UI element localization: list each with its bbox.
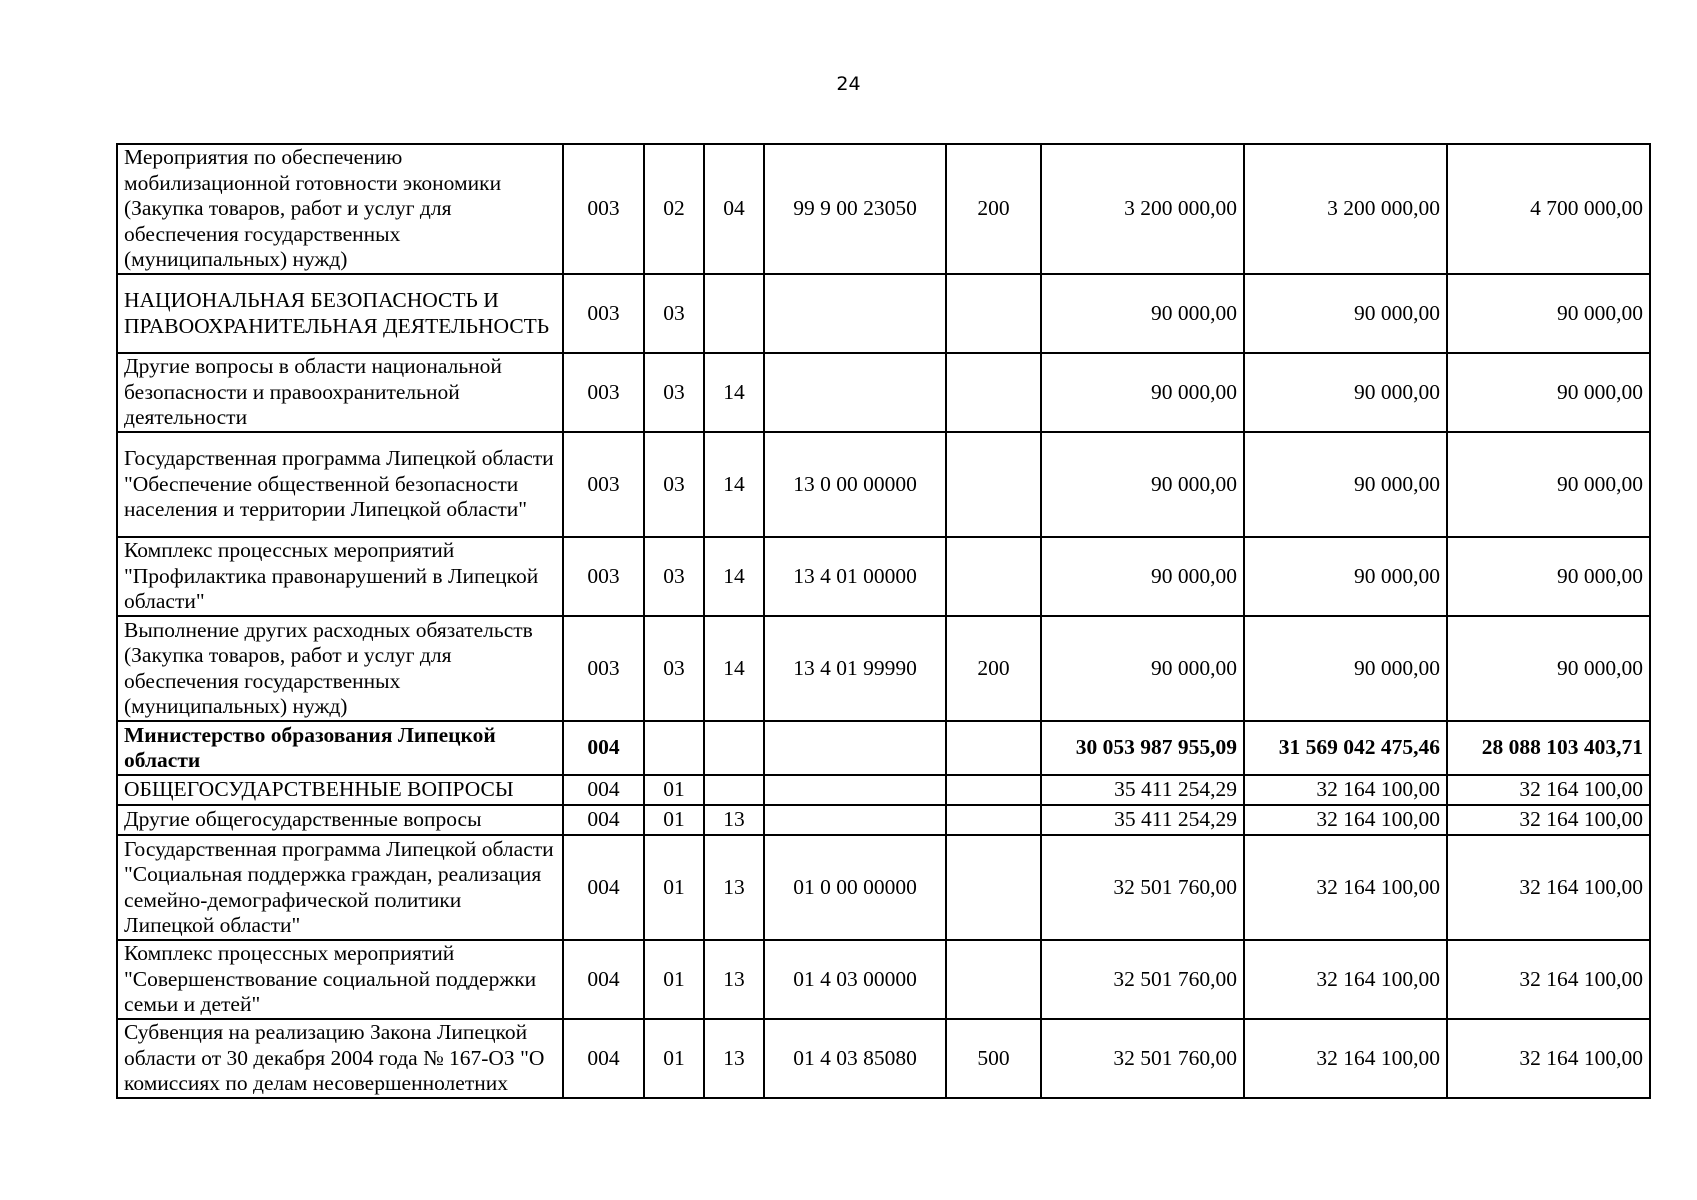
expense-type-code <box>946 940 1041 1019</box>
ved-code: 003 <box>563 353 644 432</box>
expense-type-code <box>946 835 1041 940</box>
expense-type-code: 200 <box>946 616 1041 721</box>
podrazdel-code <box>704 775 764 805</box>
target-article-code <box>764 721 946 775</box>
ved-code: 004 <box>563 805 644 835</box>
row-name: Комплекс процессных мероприятий "Совершенствование социальной поддержки семьи и детей" <box>117 940 563 1019</box>
razdel-code: 01 <box>644 940 704 1019</box>
podrazdel-code: 13 <box>704 1019 764 1098</box>
amount-year-1: 90 000,00 <box>1041 353 1244 432</box>
amount-year-1: 3 200 000,00 <box>1041 144 1244 274</box>
amount-year-1: 35 411 254,29 <box>1041 775 1244 805</box>
razdel-code <box>644 721 704 775</box>
amount-year-3: 32 164 100,00 <box>1447 805 1650 835</box>
row-name: Государственная программа Липецкой области "Обеспечение общественной безопасности населения и территории Липецкой области" <box>117 432 563 537</box>
podrazdel-code <box>704 274 764 353</box>
amount-year-3: 32 164 100,00 <box>1447 775 1650 805</box>
amount-year-3: 32 164 100,00 <box>1447 1019 1650 1098</box>
row-name: Субвенция на реализацию Закона Липецкой области от 30 декабря 2004 года № 167-ОЗ "О комиссиях по делам несовершеннолетних <box>117 1019 563 1098</box>
amount-year-3: 32 164 100,00 <box>1447 940 1650 1019</box>
expense-type-code <box>946 274 1041 353</box>
table-row-total <box>117 721 1650 775</box>
razdel-code: 03 <box>644 616 704 721</box>
amount-year-1: 90 000,00 <box>1041 537 1244 616</box>
row-name: НАЦИОНАЛЬНАЯ БЕЗОПАСНОСТЬ И ПРАВООХРАНИТЕЛЬНАЯ ДЕЯТЕЛЬНОСТЬ <box>117 274 563 353</box>
amount-year-1: 30 053 987 955,09 <box>1041 721 1244 775</box>
amount-year-2: 31 569 042 475,46 <box>1244 721 1447 775</box>
target-article-code: 01 0 00 00000 <box>764 835 946 940</box>
amount-year-1: 32 501 760,00 <box>1041 940 1244 1019</box>
table-row <box>117 775 1650 805</box>
expense-type-code: 500 <box>946 1019 1041 1098</box>
ved-code: 004 <box>563 940 644 1019</box>
podrazdel-code: 13 <box>704 835 764 940</box>
amount-year-3: 90 000,00 <box>1447 616 1650 721</box>
table-row <box>117 144 1650 274</box>
amount-year-2: 90 000,00 <box>1244 537 1447 616</box>
amount-year-3: 4 700 000,00 <box>1447 144 1650 274</box>
podrazdel-code: 14 <box>704 432 764 537</box>
podrazdel-code: 04 <box>704 144 764 274</box>
row-name: Государственная программа Липецкой области "Социальная поддержка граждан, реализация семейно-демографической политики Липецкой области" <box>117 835 563 940</box>
amount-year-1: 35 411 254,29 <box>1041 805 1244 835</box>
ved-code: 003 <box>563 432 644 537</box>
ved-code: 003 <box>563 616 644 721</box>
expense-type-code <box>946 805 1041 835</box>
amount-year-1: 32 501 760,00 <box>1041 835 1244 940</box>
amount-year-1: 32 501 760,00 <box>1041 1019 1244 1098</box>
podrazdel-code: 13 <box>704 940 764 1019</box>
amount-year-3: 90 000,00 <box>1447 353 1650 432</box>
row-name: Комплекс процессных мероприятий "Профилактика правонарушений в Липецкой области" <box>117 537 563 616</box>
target-article-code: 99 9 00 23050 <box>764 144 946 274</box>
expense-type-code: 200 <box>946 144 1041 274</box>
table-row <box>117 537 1650 616</box>
target-article-code <box>764 274 946 353</box>
amount-year-2: 90 000,00 <box>1244 432 1447 537</box>
amount-year-2: 32 164 100,00 <box>1244 775 1447 805</box>
target-article-code: 13 0 00 00000 <box>764 432 946 537</box>
amount-year-3: 28 088 103 403,71 <box>1447 721 1650 775</box>
razdel-code: 01 <box>644 1019 704 1098</box>
budget-table <box>116 143 1651 1099</box>
table-row <box>117 353 1650 432</box>
table-row <box>117 616 1650 721</box>
table-row <box>117 1019 1650 1098</box>
amount-year-2: 3 200 000,00 <box>1244 144 1447 274</box>
amount-year-2: 90 000,00 <box>1244 274 1447 353</box>
table-row <box>117 940 1650 1019</box>
target-article-code: 01 4 03 85080 <box>764 1019 946 1098</box>
target-article-code <box>764 353 946 432</box>
row-name: Министерство образования Липецкой области <box>117 721 563 775</box>
table-row <box>117 274 1650 353</box>
row-name: Выполнение других расходных обязательств (Закупка товаров, работ и услуг для обеспечения государственных (муниципальных) нужд) <box>117 616 563 721</box>
table-body <box>117 144 1650 1098</box>
amount-year-1: 90 000,00 <box>1041 616 1244 721</box>
ved-code: 004 <box>563 775 644 805</box>
razdel-code: 01 <box>644 775 704 805</box>
expense-type-code <box>946 721 1041 775</box>
amount-year-2: 32 164 100,00 <box>1244 835 1447 940</box>
table-row <box>117 432 1650 537</box>
razdel-code: 01 <box>644 805 704 835</box>
amount-year-3: 90 000,00 <box>1447 274 1650 353</box>
amount-year-2: 32 164 100,00 <box>1244 805 1447 835</box>
target-article-code: 13 4 01 99990 <box>764 616 946 721</box>
target-article-code: 01 4 03 00000 <box>764 940 946 1019</box>
table-row <box>117 805 1650 835</box>
amount-year-2: 32 164 100,00 <box>1244 1019 1447 1098</box>
podrazdel-code: 14 <box>704 616 764 721</box>
amount-year-2: 90 000,00 <box>1244 353 1447 432</box>
razdel-code: 03 <box>644 353 704 432</box>
podrazdel-code: 13 <box>704 805 764 835</box>
amount-year-1: 90 000,00 <box>1041 274 1244 353</box>
table-row <box>117 835 1650 940</box>
ved-code: 003 <box>563 274 644 353</box>
target-article-code <box>764 805 946 835</box>
amount-year-2: 90 000,00 <box>1244 616 1447 721</box>
ved-code: 004 <box>563 835 644 940</box>
podrazdel-code <box>704 721 764 775</box>
row-name: Другие вопросы в области национальной безопасности и правоохранительной деятельности <box>117 353 563 432</box>
podrazdel-code: 14 <box>704 537 764 616</box>
expense-type-code <box>946 537 1041 616</box>
expense-type-code <box>946 775 1041 805</box>
row-name: Другие общегосударственные вопросы <box>117 805 563 835</box>
ved-code: 004 <box>563 1019 644 1098</box>
target-article-code <box>764 775 946 805</box>
ved-code: 004 <box>563 721 644 775</box>
row-name: ОБЩЕГОСУДАРСТВЕННЫЕ ВОПРОСЫ <box>117 775 563 805</box>
razdel-code: 03 <box>644 537 704 616</box>
razdel-code: 03 <box>644 274 704 353</box>
row-name: Мероприятия по обеспечению мобилизационной готовности экономики (Закупка товаров, работ и услуг для обеспечения государственных (муниципальных) нужд) <box>117 144 563 274</box>
expense-type-code <box>946 353 1041 432</box>
amount-year-2: 32 164 100,00 <box>1244 940 1447 1019</box>
amount-year-1: 90 000,00 <box>1041 432 1244 537</box>
amount-year-3: 32 164 100,00 <box>1447 835 1650 940</box>
razdel-code: 01 <box>644 835 704 940</box>
ved-code: 003 <box>563 537 644 616</box>
amount-year-3: 90 000,00 <box>1447 432 1650 537</box>
target-article-code: 13 4 01 00000 <box>764 537 946 616</box>
razdel-code: 02 <box>644 144 704 274</box>
razdel-code: 03 <box>644 432 704 537</box>
page-number: 24 <box>836 73 861 95</box>
ved-code: 003 <box>563 144 644 274</box>
amount-year-3: 90 000,00 <box>1447 537 1650 616</box>
expense-type-code <box>946 432 1041 537</box>
podrazdel-code: 14 <box>704 353 764 432</box>
